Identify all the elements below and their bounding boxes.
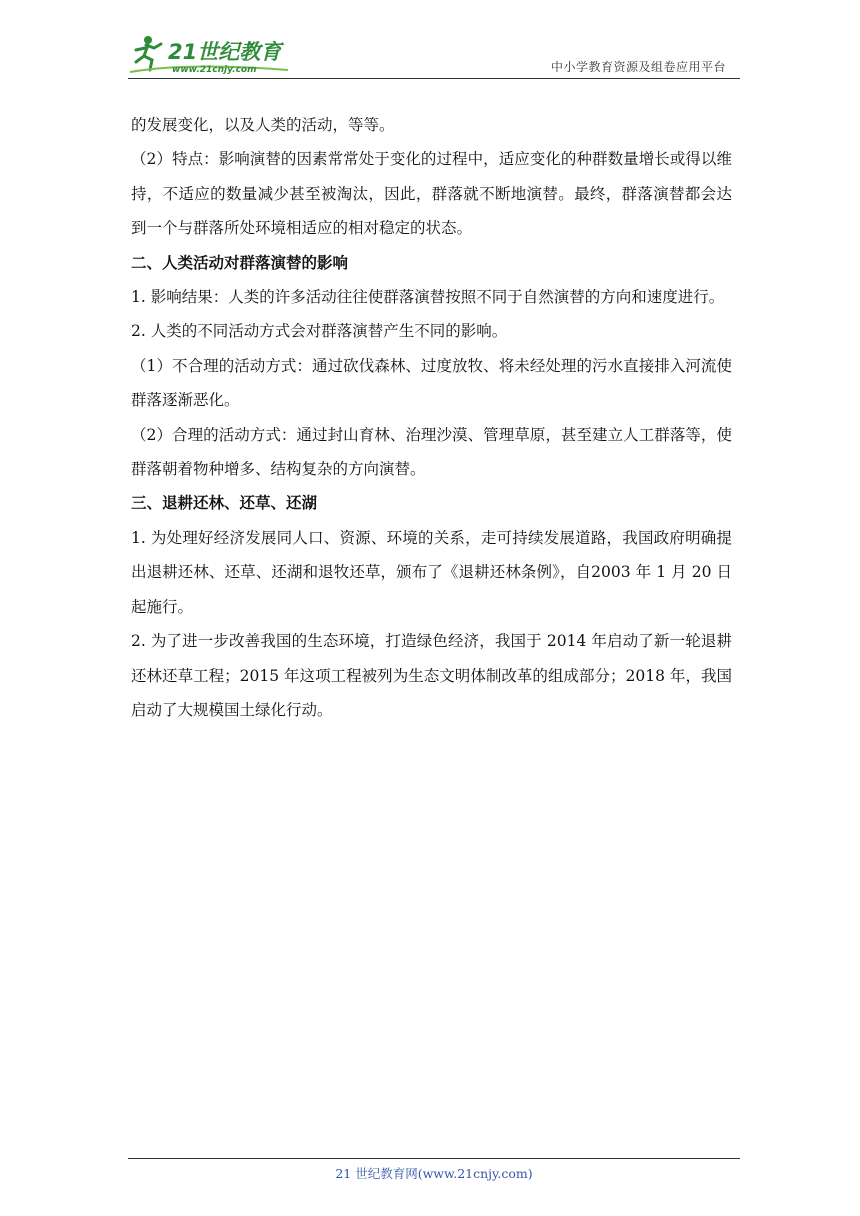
platform-tagline: 中小学教育资源及组卷应用平台 xyxy=(550,60,726,74)
page-footer xyxy=(128,1158,740,1182)
paragraph: 2. 为了进一步改善我国的生态环境，打造绿色经济，我国于 2014 年启动了新一轮退耕还林还草工程；2015 年这项工程被列为生态文明体制改革的组成部分；2018 年，我国启动了大规模国土绿化行动。 xyxy=(131,632,732,719)
paragraph: （2）合理的活动方式：通过封山育林、治理沙漠、管理草原，甚至建立人工群落等，使群落朝着物种增多、结构复杂的方向演替。 xyxy=(131,425,732,479)
paragraph: 的发展变化，以及人类的活动，等等。 xyxy=(131,116,395,134)
paragraph: （2）特点：影响演替的因素常常处于变化的过程中，适应变化的种群数量增长或得以维持，不适应的数量减少甚至被淘汰，因此，群落就不断地演替。最终，群落演替都会达到一个与群落所处环境相适应的相对稳定的状态。 xyxy=(131,150,732,238)
site-logo xyxy=(128,32,298,76)
runner-logo-icon xyxy=(128,32,298,76)
section-heading: 二、人类活动对群落演替的影响 xyxy=(131,253,349,272)
logo-url: www.21cnjy.com xyxy=(172,65,257,75)
paragraph: 2. 人类的不同活动方式会对群落演替产生不同的影响。 xyxy=(131,322,508,341)
footer-link-text[interactable]: 21 世纪教育网(www.21cnjy.com) xyxy=(335,1166,533,1181)
section-heading: 三、退耕还林、还草、还湖 xyxy=(131,494,318,513)
paragraph: 1. 为处理好经济发展同人口、资源、环境的关系，走可持续发展道路，我国政府明确提出退耕还林、还草、还湖和退牧还草，颁布了《退耕还林条例》，自2003 年 1 月 20 日起施行。 xyxy=(131,528,732,616)
paragraph: （1）不合理的活动方式：通过砍伐森林、过度放牧、将未经处理的污水直接排入河流使群落逐渐恶化。 xyxy=(131,356,732,410)
logo-title: 21世纪教育 xyxy=(168,40,282,64)
document-body xyxy=(131,108,732,727)
page-header xyxy=(128,30,740,79)
paragraph: 1. 影响结果：人类的许多活动往往使群落演替按照不同于自然演替的方向和速度进行。 xyxy=(131,288,725,307)
